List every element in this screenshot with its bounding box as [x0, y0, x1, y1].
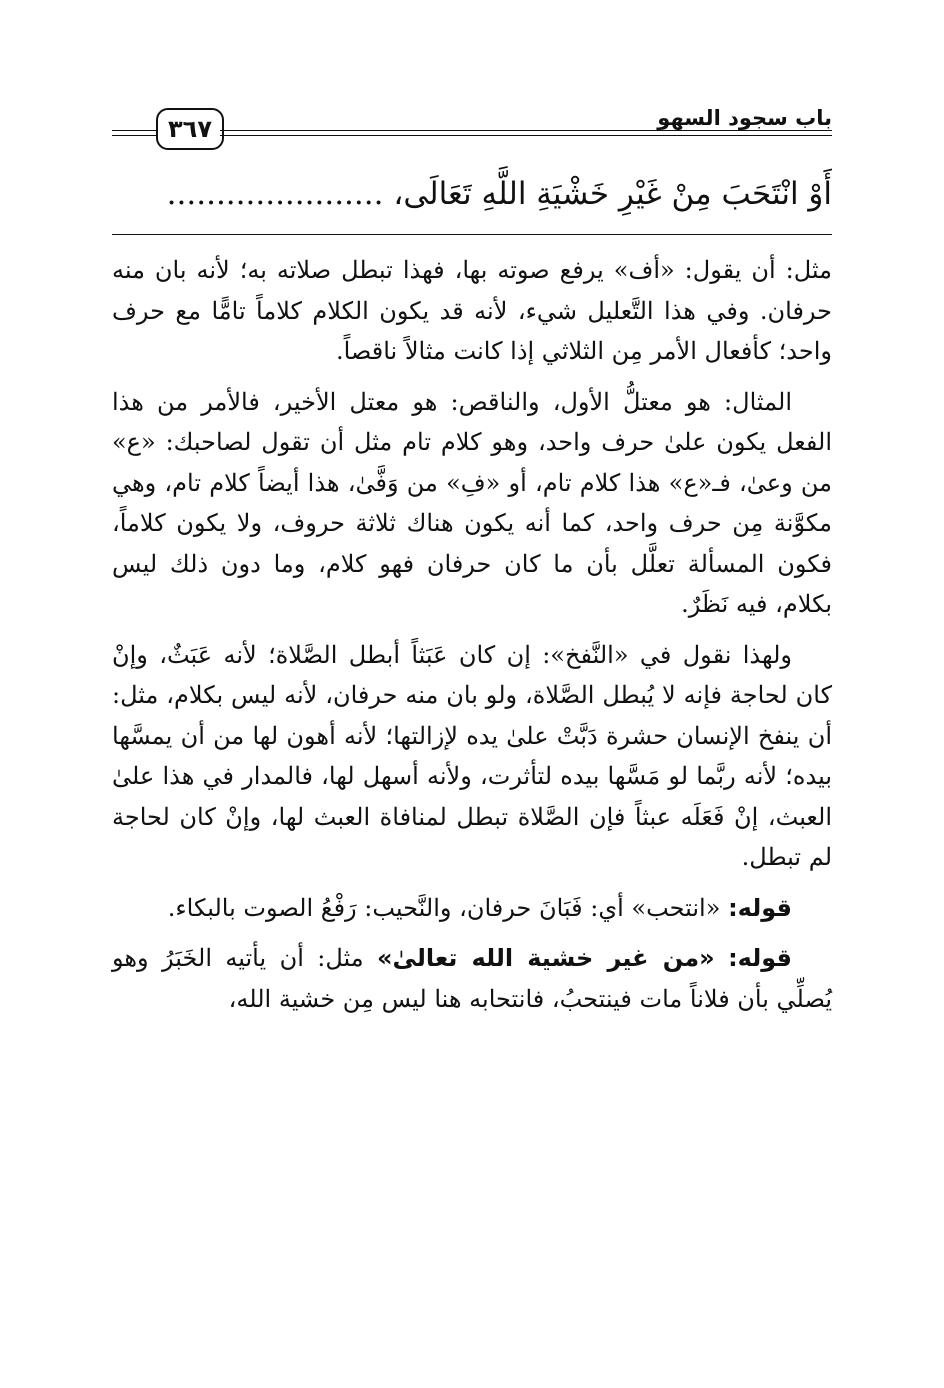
paragraph-text: ولهذا نقول في «النَّفخ»: إن كان عَبَثاً أبطل الصَّلاة؛ لأنه عَبَثٌ، وإنْ كان لحاجة فإنه لا يُبطل الصَّلاة، ولو بان منه حرفان، لأنه ليس بكلام، مثل: أن ينفخ الإنسان حشرة دَبَّتْ علىٰ يده لإزالتها؛ لأنه أهون لها من أن يمسَّها بيده؛ لأنه ربَّما لو مَسَّها بيده لتأثرت، ولأنه أسهل لها، فالمدار في هذا علىٰ العبث، إنْ فَعَلَه عبثاً فإن الصَّلاة تبطل لمنافاة العبث لها، وإنْ كان لحاجة لم تبطل.: [112, 640, 832, 871]
page-number-box: [156, 108, 224, 150]
page-number: ٣٦٧: [168, 115, 212, 143]
page-header: [112, 100, 832, 156]
lemma-label: قوله:: [728, 893, 792, 922]
commentary: [112, 250, 832, 1029]
paragraph-text: مثل: أن يأتيه الخَبَرُ وهو يُصلِّي بأن فلاناً مات فينتحبُ، فانتحابه هنا ليس مِن خشية الله،: [112, 944, 832, 1013]
commentary-paragraph: [112, 382, 832, 625]
paragraph-text: «انتحب» أي: فَبَانَ حرفان، والنَّحيب: رَفْعُ الصوت بالبكاء.: [167, 893, 721, 922]
paragraph-text: المثال: هو معتلُّ الأول، والناقص: هو معتل الأخير، فالأمر من هذا الفعل يكون علىٰ حرف واحد، وهو كلام تام مثل أن تقول لصاحبك: «ع» من وعىٰ، فـ«ع» هذا كلام تام، أو «فِ» من وَفَّىٰ، هذا أيضاً كلام تام، وهي مكوَّنة مِن حرف واحد، كما أنه يكون هناك ثلاثة حروف، ولا يكون كلاماً، فكون المسألة تعلَّل بأن ما كان حرفان فهو كلام، وما دون ذلك ليس بكلام، فيه نَظَرٌ.: [112, 387, 832, 618]
matn-line: أَوْ انْتَحَبَ مِنْ غَيْرِ خَشْيَةِ اللَّهِ تَعَالَى، ......................: [166, 176, 832, 212]
commentary-paragraph: [112, 888, 832, 929]
commentary-paragraph: [112, 635, 832, 878]
header-rule-right-bottom: [220, 135, 832, 136]
commentary-paragraph: [112, 250, 832, 372]
matn-divider: [112, 234, 832, 235]
commentary-paragraph: [112, 938, 832, 1019]
header-rule-left-top: [112, 130, 156, 131]
header-rule-right-top: [220, 130, 832, 131]
lemma-label: قوله:: [728, 944, 792, 972]
paragraph-text: مثل: أن يقول: «أف» يرفع صوته بها، فهذا تبطل صلاته به؛ لأنه بان منه حرفان. وفي هذا التَّعليل شيء، لأنه قد يكون الكلام كلاماً تامًّا مع حرف واحد؛ كأفعال الأمر مِن الثلاثي إذا كانت مثالاً ناقصاً.: [112, 256, 832, 365]
chapter-title: باب سجود السهو: [657, 106, 832, 130]
lemma-quote: «من غير خشية الله تعالىٰ»: [377, 944, 715, 972]
header-rule-left-bottom: [112, 135, 156, 136]
